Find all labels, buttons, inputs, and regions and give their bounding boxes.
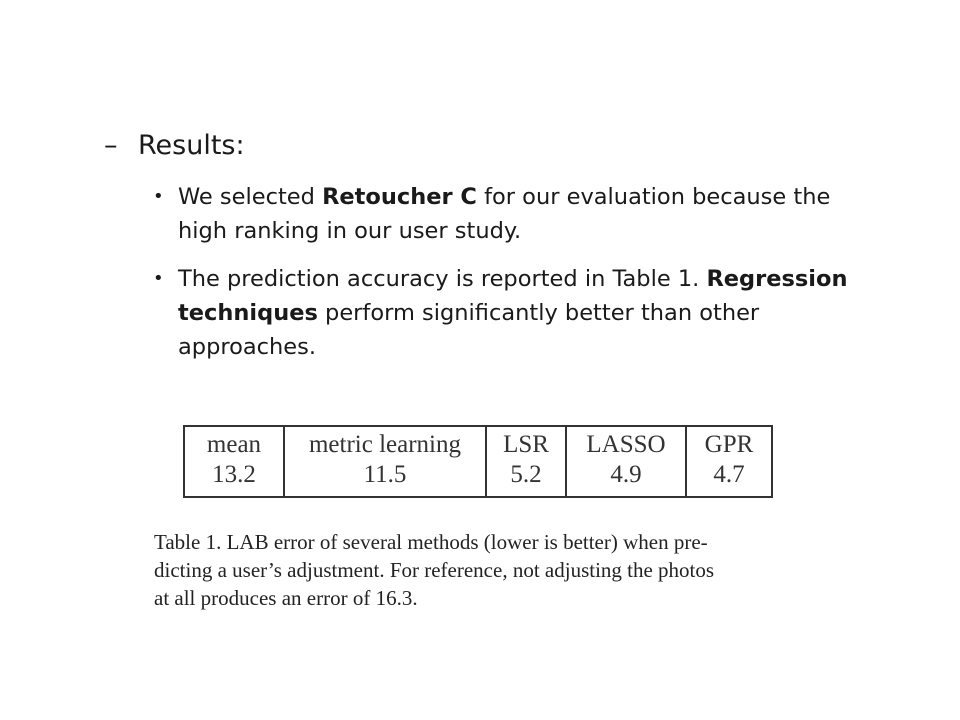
bullet-text-pre: The prediction accuracy is reported in Table 1.: [178, 266, 707, 292]
results-heading: [104, 126, 245, 166]
bullet-text: [178, 262, 873, 364]
bullet-text-bold: Regression techniques: [178, 266, 848, 326]
caption-line: Table 1. LAB error of several methods (lower is better) when pre-: [154, 530, 708, 554]
table-value-cell: 13.2: [184, 460, 284, 497]
table-header-cell: metric learning: [284, 426, 486, 460]
table-header-cell: LSR: [486, 426, 566, 460]
table-value-cell: 11.5: [284, 460, 486, 497]
table-header-cell: GPR: [686, 426, 772, 460]
results-table-figure: [183, 425, 773, 498]
bullet-text-post: for our evaluation because the high ranking in our user study.: [178, 184, 831, 244]
bullet-list: [153, 180, 873, 378]
dash-marker: –: [104, 130, 118, 161]
table-value-cell: 4.9: [566, 460, 686, 497]
bullet-text-bold: Retoucher C: [322, 184, 477, 210]
bullet-marker: •: [153, 268, 164, 289]
caption-line: at all produces an error of 16.3.: [154, 586, 418, 610]
table-value-row: [184, 460, 772, 497]
bullet-text-post: perform significantly better than other approaches.: [178, 300, 760, 360]
results-table: [183, 425, 773, 498]
table-value-cell: 5.2: [486, 460, 566, 497]
bullet-text: [178, 180, 873, 248]
table-value-cell: 4.7: [686, 460, 772, 497]
table-header-row: [184, 426, 772, 460]
bullet-item: [153, 262, 873, 364]
bullet-text-pre: We selected: [178, 184, 323, 210]
caption-line: dicting a user’s adjustment. For reference, not adjusting the photos: [154, 558, 715, 582]
table-header-cell: mean: [184, 426, 284, 460]
results-heading-text: Results:: [138, 130, 245, 161]
table-header-cell: LASSO: [566, 426, 686, 460]
table-caption: [154, 528, 814, 612]
bullet-item: [153, 180, 873, 248]
bullet-marker: •: [153, 186, 164, 207]
